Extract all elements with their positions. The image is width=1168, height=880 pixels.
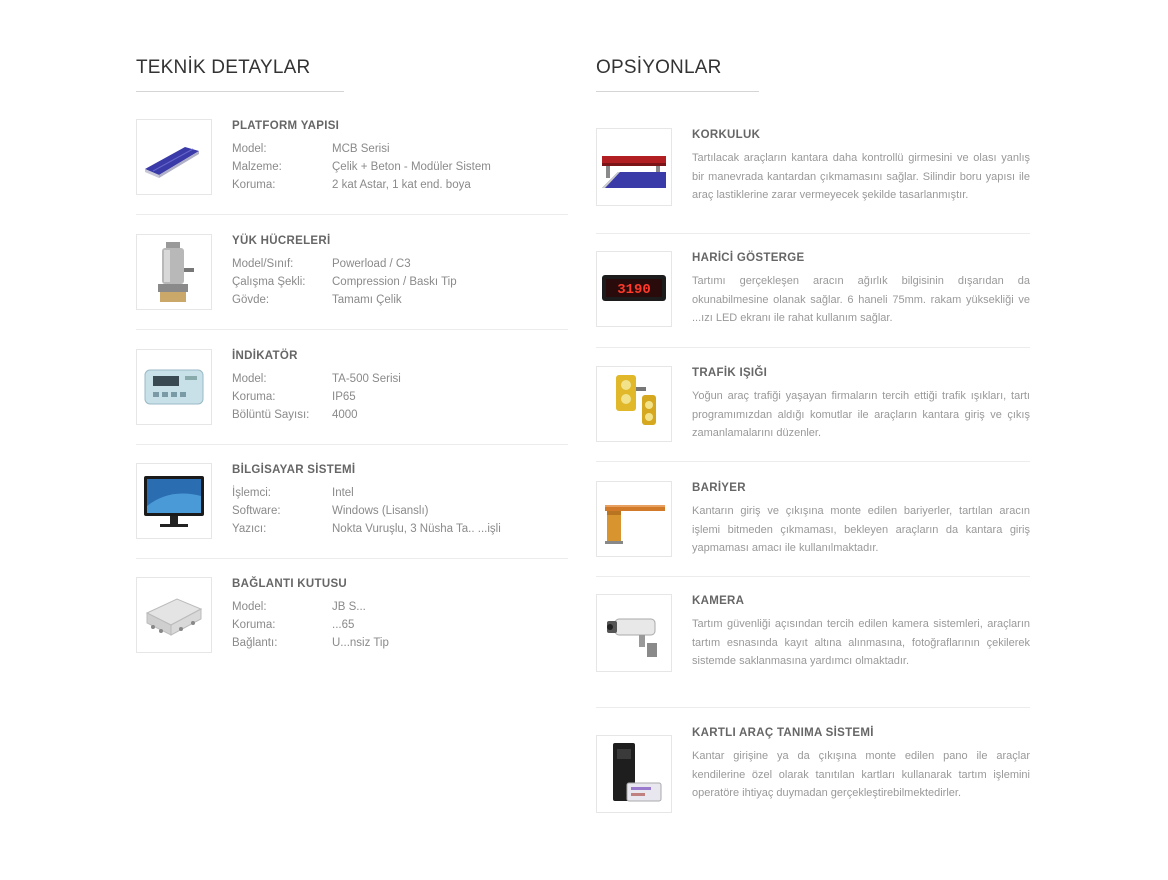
spec-key: Model:	[232, 373, 267, 385]
spec-key: Malzeme:	[232, 161, 282, 173]
option-item	[596, 594, 1030, 704]
divider	[136, 558, 568, 559]
spec-value: MCB Serisi	[332, 143, 390, 155]
divider	[596, 461, 1030, 462]
item-title: BARİYER	[692, 482, 746, 494]
divider	[596, 233, 1030, 234]
led-readout: 3190	[617, 282, 651, 298]
spec-value: Powerload / C3	[332, 258, 411, 270]
option-item	[596, 481, 1030, 581]
spec-value: ...65	[332, 619, 355, 631]
spec-key: Model:	[232, 601, 267, 613]
monitor-icon	[136, 463, 212, 539]
spec-key: Bağlantı:	[232, 637, 278, 649]
item-description: Tartım güvenliği açısından tercih edilen kamera sistemleri, araçların tartım esnasında kayıt altına alınmasına, fotoğraflarının çekilerek sistemde saklanmasına yardımcı olmaktadır.	[692, 618, 1030, 667]
spec-value: TA-500 Serisi	[332, 373, 401, 385]
divider	[596, 576, 1030, 577]
divider	[136, 214, 568, 215]
spec-item	[136, 234, 568, 334]
spec-value: Compression / Baskı Tip	[332, 276, 457, 288]
technical-details-heading: TEKNİK DETAYLAR	[136, 57, 311, 78]
spec-row	[232, 158, 568, 176]
led-display-icon	[596, 251, 672, 327]
option-item	[596, 128, 1030, 228]
junction-box-icon	[136, 577, 212, 653]
divider	[136, 329, 568, 330]
options-heading: OPSİYONLAR	[596, 57, 722, 78]
spec-row	[232, 388, 568, 406]
spec-key: Koruma:	[232, 179, 276, 191]
spec-row	[232, 273, 568, 291]
spec-row	[232, 484, 568, 502]
spec-item	[136, 119, 568, 219]
item-title: BAĞLANTI KUTUSU	[232, 578, 348, 590]
indicator-icon	[136, 349, 212, 425]
boom-barrier-icon	[596, 481, 672, 557]
spec-value: JB S...	[332, 601, 366, 613]
spec-value: Tamamı Çelik	[332, 294, 402, 306]
item-title: KARTLI ARAÇ TANIMA SİSTEMİ	[692, 727, 874, 739]
spec-value: Windows (Lisanslı)	[332, 505, 429, 517]
spec-row	[232, 502, 568, 520]
spec-row	[232, 520, 568, 538]
divider	[136, 444, 568, 445]
heading-underline	[596, 91, 759, 92]
spec-key: Çalışma Şekli:	[232, 276, 306, 288]
spec-row	[232, 291, 568, 309]
spec-value: 2 kat Astar, 1 kat end. boya	[332, 179, 471, 191]
spec-key: Koruma:	[232, 391, 276, 403]
spec-row	[232, 634, 568, 652]
spec-value: 4000	[332, 409, 358, 421]
spec-key: Software:	[232, 505, 281, 517]
item-title: TRAFİK IŞIĞI	[692, 367, 768, 379]
spec-key: Gövde:	[232, 294, 270, 306]
spec-value: IP65	[332, 391, 356, 403]
item-description: Tartılacak araçların kantara daha kontrollü girmesini ve olası yanlış bir manevrada kantardan çıkmamasını sağlar. Silindir boru yapısı ile araç lastiklerine zarar vermeyecek şekilde tasarlanmıştır.	[692, 152, 1030, 201]
spec-row	[232, 406, 568, 424]
barrier-rail-icon	[596, 128, 672, 206]
option-item	[596, 366, 1030, 466]
spec-key: İşlemci:	[232, 487, 271, 499]
item-title: KORKULUK	[692, 129, 761, 141]
spec-key: Model/Sınıf:	[232, 258, 294, 270]
item-description: Yoğun araç trafiği yaşayan firmaların tercih ettiği trafik ışıkları, tartı programımızdan aldığı komutlar ile araçların kantara giriş ve çıkış zamanlamalarını düzenler.	[692, 390, 1030, 439]
spec-value: Çelik + Beton - Modüler Sistem	[332, 161, 491, 173]
heading-underline	[136, 91, 344, 92]
item-title: YÜK HÜCRELERİ	[232, 235, 331, 247]
spec-item	[136, 349, 568, 449]
spec-value: U...nsiz Tip	[332, 637, 389, 649]
card-reader-icon	[596, 735, 672, 813]
spec-item	[136, 463, 568, 563]
option-item	[596, 726, 1030, 836]
item-description: Kantar girişine ya da çıkışına monte edilen pano ile araçlar kendilerine özel olarak tanıtılan kartları kullanarak tartım işlemini operatöre ihtiyaç duymadan gerçekleştirebilmektedirler.	[692, 750, 1030, 799]
platform-icon	[136, 119, 212, 195]
spec-row	[232, 616, 568, 634]
camera-icon	[596, 594, 672, 672]
spec-key: Model:	[232, 143, 267, 155]
divider	[596, 347, 1030, 348]
spec-row	[232, 255, 568, 273]
item-description: Tartımı gerçekleşen aracın ağırlık bilgisinin dışarıdan da okunabilmesine olanak sağlar. 6 haneli 75mm. rakam yüksekliği ve ...ızı LED ekranı ile rahat kullanım sağlar.	[692, 275, 1030, 324]
item-title: HARİCİ GÖSTERGE	[692, 252, 805, 264]
item-title: PLATFORM YAPISI	[232, 120, 340, 132]
spec-value: Intel	[332, 487, 354, 499]
spec-key: Bölüntü Sayısı:	[232, 409, 310, 421]
item-title: İNDİKATÖR	[232, 350, 298, 362]
item-title: BİLGİSAYAR SİSTEMİ	[232, 464, 356, 476]
spec-row	[232, 140, 568, 158]
spec-row	[232, 370, 568, 388]
load-cell-icon	[136, 234, 212, 310]
spec-row	[232, 598, 568, 616]
item-description: Kantarın giriş ve çıkışına monte edilen bariyerler, tartılan aracın işlemi bitmeden çıkmaması, bekleyen araçların da kantara giriş yapmaması amacı ile kullanılmaktadır.	[692, 505, 1030, 554]
spec-row	[232, 176, 568, 194]
traffic-light-icon	[596, 366, 672, 442]
spec-item	[136, 577, 568, 677]
spec-key: Koruma:	[232, 619, 276, 631]
divider	[596, 707, 1030, 708]
item-title: KAMERA	[692, 595, 745, 607]
spec-value: Nokta Vuruşlu, 3 Nüsha Ta.. ...işli	[332, 523, 501, 535]
spec-key: Yazıcı:	[232, 523, 267, 535]
option-item	[596, 251, 1030, 351]
